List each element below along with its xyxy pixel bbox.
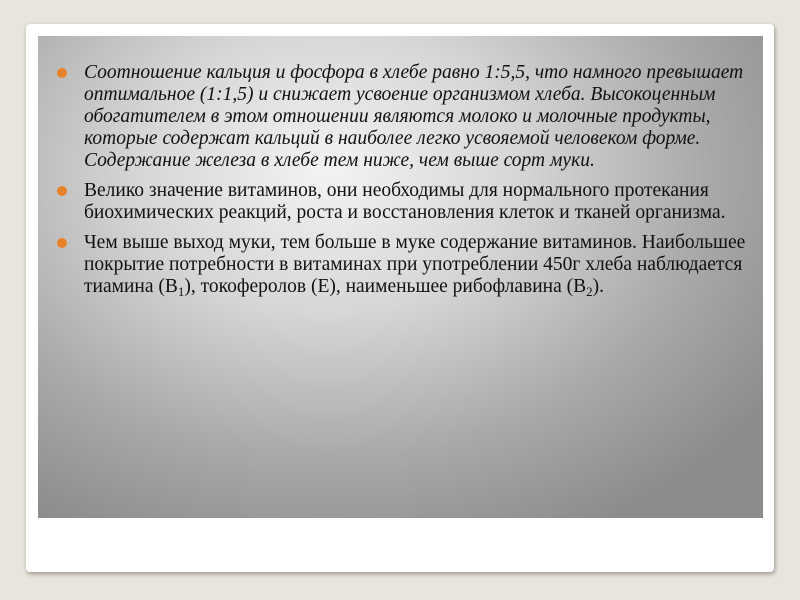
bullet-text: Соотношение кальция и фосфора в хлебе равно 1:5,5, что намного превышает оптимальное (1:1,5) и снижает усвоение организмом хлеба. Высокоценным обогатителем в этом отношении являются молоко и молочные продукты, которые содержат кальций в наиболее легко усвояемой человеком форме. Содержание железа в хлебе тем ниже, чем выше сорт муки. [84,62,744,171]
subscript: 2 [586,284,593,299]
bullet-dot-icon [57,186,67,196]
bullet-item [84,62,764,172]
bullet-item [84,180,764,224]
bullet-item [84,232,764,298]
bullet-dot-icon [57,238,67,248]
subscript: 1 [177,284,185,299]
bullet-dot-icon [57,68,67,78]
content-panel [38,36,763,518]
bullet-text-part: Чем выше выход муки, тем больше в муке содержание витаминов. Наибольшее покрытие потребности в витаминах при употреблении 450г хлеба наблюдается тиамина (В [84,232,746,297]
slide-page [26,24,774,572]
bullet-text-part: ), токоферолов (Е), наименьшее рибофлавина (В [184,276,587,297]
bullet-text: Велико значение витаминов, они необходимы для нормального протекания биохимических реакций, роста и восстановления клеток и тканей организма. [84,180,726,223]
bullet-text-part: ). [592,276,605,297]
bullet-list [84,62,764,306]
